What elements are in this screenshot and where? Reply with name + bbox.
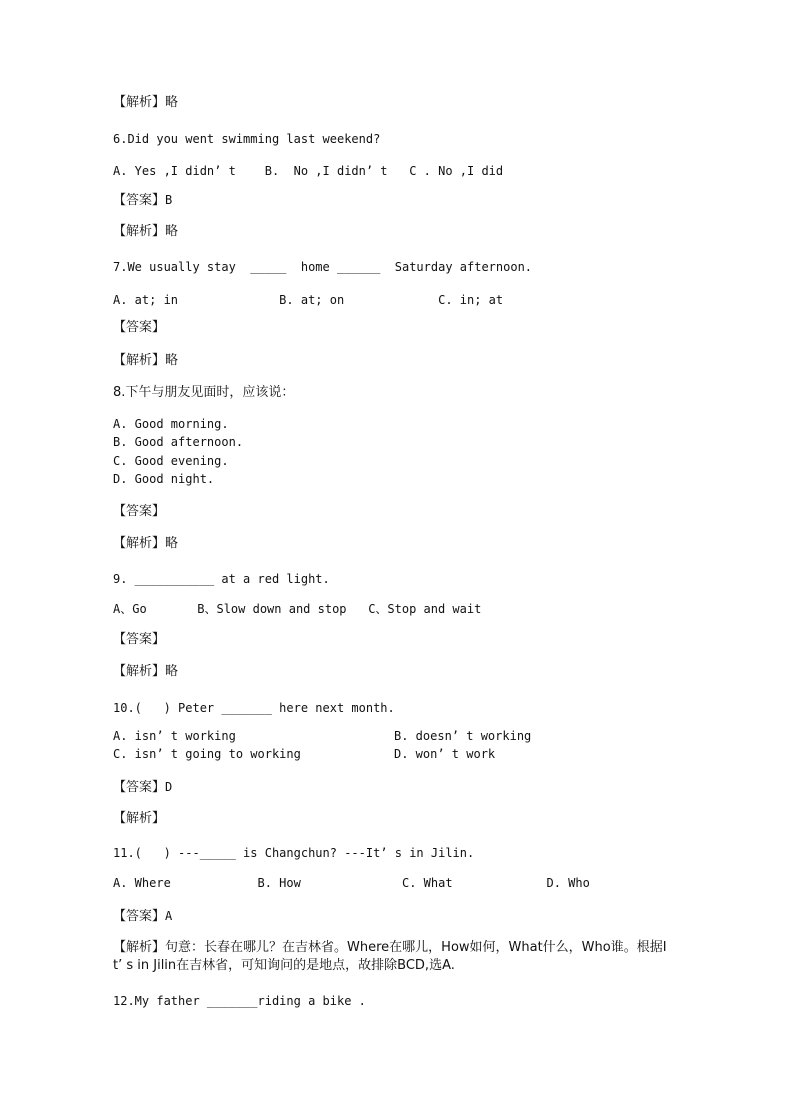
analysis-text: 略 bbox=[165, 664, 179, 679]
answer-text: A bbox=[165, 909, 173, 923]
question-10-option-b: B. doesn’ t working bbox=[394, 729, 532, 743]
question-11: 11.( ) ---_____ is Changchun? ---It’ s in Jilin. bbox=[113, 846, 475, 860]
answer-line bbox=[113, 192, 172, 209]
answer-label: 【答案】 bbox=[113, 780, 166, 795]
question-8-option-c: C. Good evening. bbox=[113, 454, 229, 468]
question-9-options: A、Go B、Slow down and stop C、Stop and wait bbox=[113, 602, 482, 616]
answer-line bbox=[113, 504, 165, 520]
analysis-label: 【解析】 bbox=[113, 940, 166, 955]
analysis-label: 【解析】 bbox=[113, 664, 166, 679]
answer-line bbox=[113, 908, 172, 925]
question-8-option-b: B. Good afternoon. bbox=[113, 435, 244, 449]
question-8: 8.下午与朋友见面时，应该说： bbox=[113, 385, 295, 400]
analysis-text: 句意：长春在哪儿？在吉林省。Where在哪儿，How如何，What什么，Who谁。根据I bbox=[165, 940, 667, 955]
question-7: 7.We usually stay _____ home ______ Saturday afternoon. bbox=[113, 260, 533, 274]
question-8-option-a: A. Good morning. bbox=[113, 417, 229, 431]
analysis-text: 略 bbox=[165, 536, 179, 551]
question-10-option-a: A. isn’ t working bbox=[113, 729, 236, 743]
answer-line bbox=[113, 320, 165, 336]
analysis-line bbox=[113, 536, 178, 552]
answer-label: 【答案】 bbox=[113, 193, 166, 208]
question-11-options: A. Where B. How C. What D. Who bbox=[113, 876, 590, 890]
analysis-label: 【解析】 bbox=[113, 811, 166, 826]
analysis-text: 略 bbox=[165, 95, 179, 110]
answer-label: 【答案】 bbox=[113, 504, 166, 519]
analysis-line bbox=[113, 940, 667, 956]
analysis-label: 【解析】 bbox=[113, 224, 166, 239]
analysis-label: 【解析】 bbox=[113, 536, 166, 551]
answer-line bbox=[113, 779, 172, 796]
question-9: 9. ___________ at a red light. bbox=[113, 572, 330, 586]
analysis-line bbox=[113, 811, 165, 827]
analysis-text: 略 bbox=[165, 353, 179, 368]
question-8-option-d: D. Good night. bbox=[113, 472, 215, 486]
answer-text: D bbox=[165, 780, 173, 794]
answer-text: B bbox=[165, 193, 173, 207]
question-10-option-d: D. won’ t work bbox=[394, 747, 496, 761]
question-7-options: A. at; in B. at; on C. in; at bbox=[113, 293, 504, 307]
analysis-text-continued: t’ s in Jilin在吉林省，可知询问的是地点，故排除BCD,选A. bbox=[113, 958, 455, 973]
question-10-option-c: C. isn’ t going to working bbox=[113, 747, 301, 761]
analysis-line bbox=[113, 95, 178, 111]
analysis-line bbox=[113, 353, 178, 369]
answer-label: 【答案】 bbox=[113, 909, 166, 924]
answer-label: 【答案】 bbox=[113, 632, 166, 647]
question-6-options: A. Yes ,I didn’ t B. No ,I didn’ t C . No ,I did bbox=[113, 164, 504, 178]
answer-line bbox=[113, 632, 165, 648]
answer-label: 【答案】 bbox=[113, 320, 166, 335]
analysis-label: 【解析】 bbox=[113, 95, 166, 110]
analysis-line bbox=[113, 664, 178, 680]
question-12: 12.My father _______riding a bike . bbox=[113, 994, 366, 1008]
analysis-label: 【解析】 bbox=[113, 353, 166, 368]
analysis-text: 略 bbox=[165, 224, 179, 239]
question-6: 6.Did you went swimming last weekend? bbox=[113, 132, 381, 146]
analysis-line bbox=[113, 224, 178, 240]
question-10: 10.( ) Peter _______ here next month. bbox=[113, 701, 395, 715]
